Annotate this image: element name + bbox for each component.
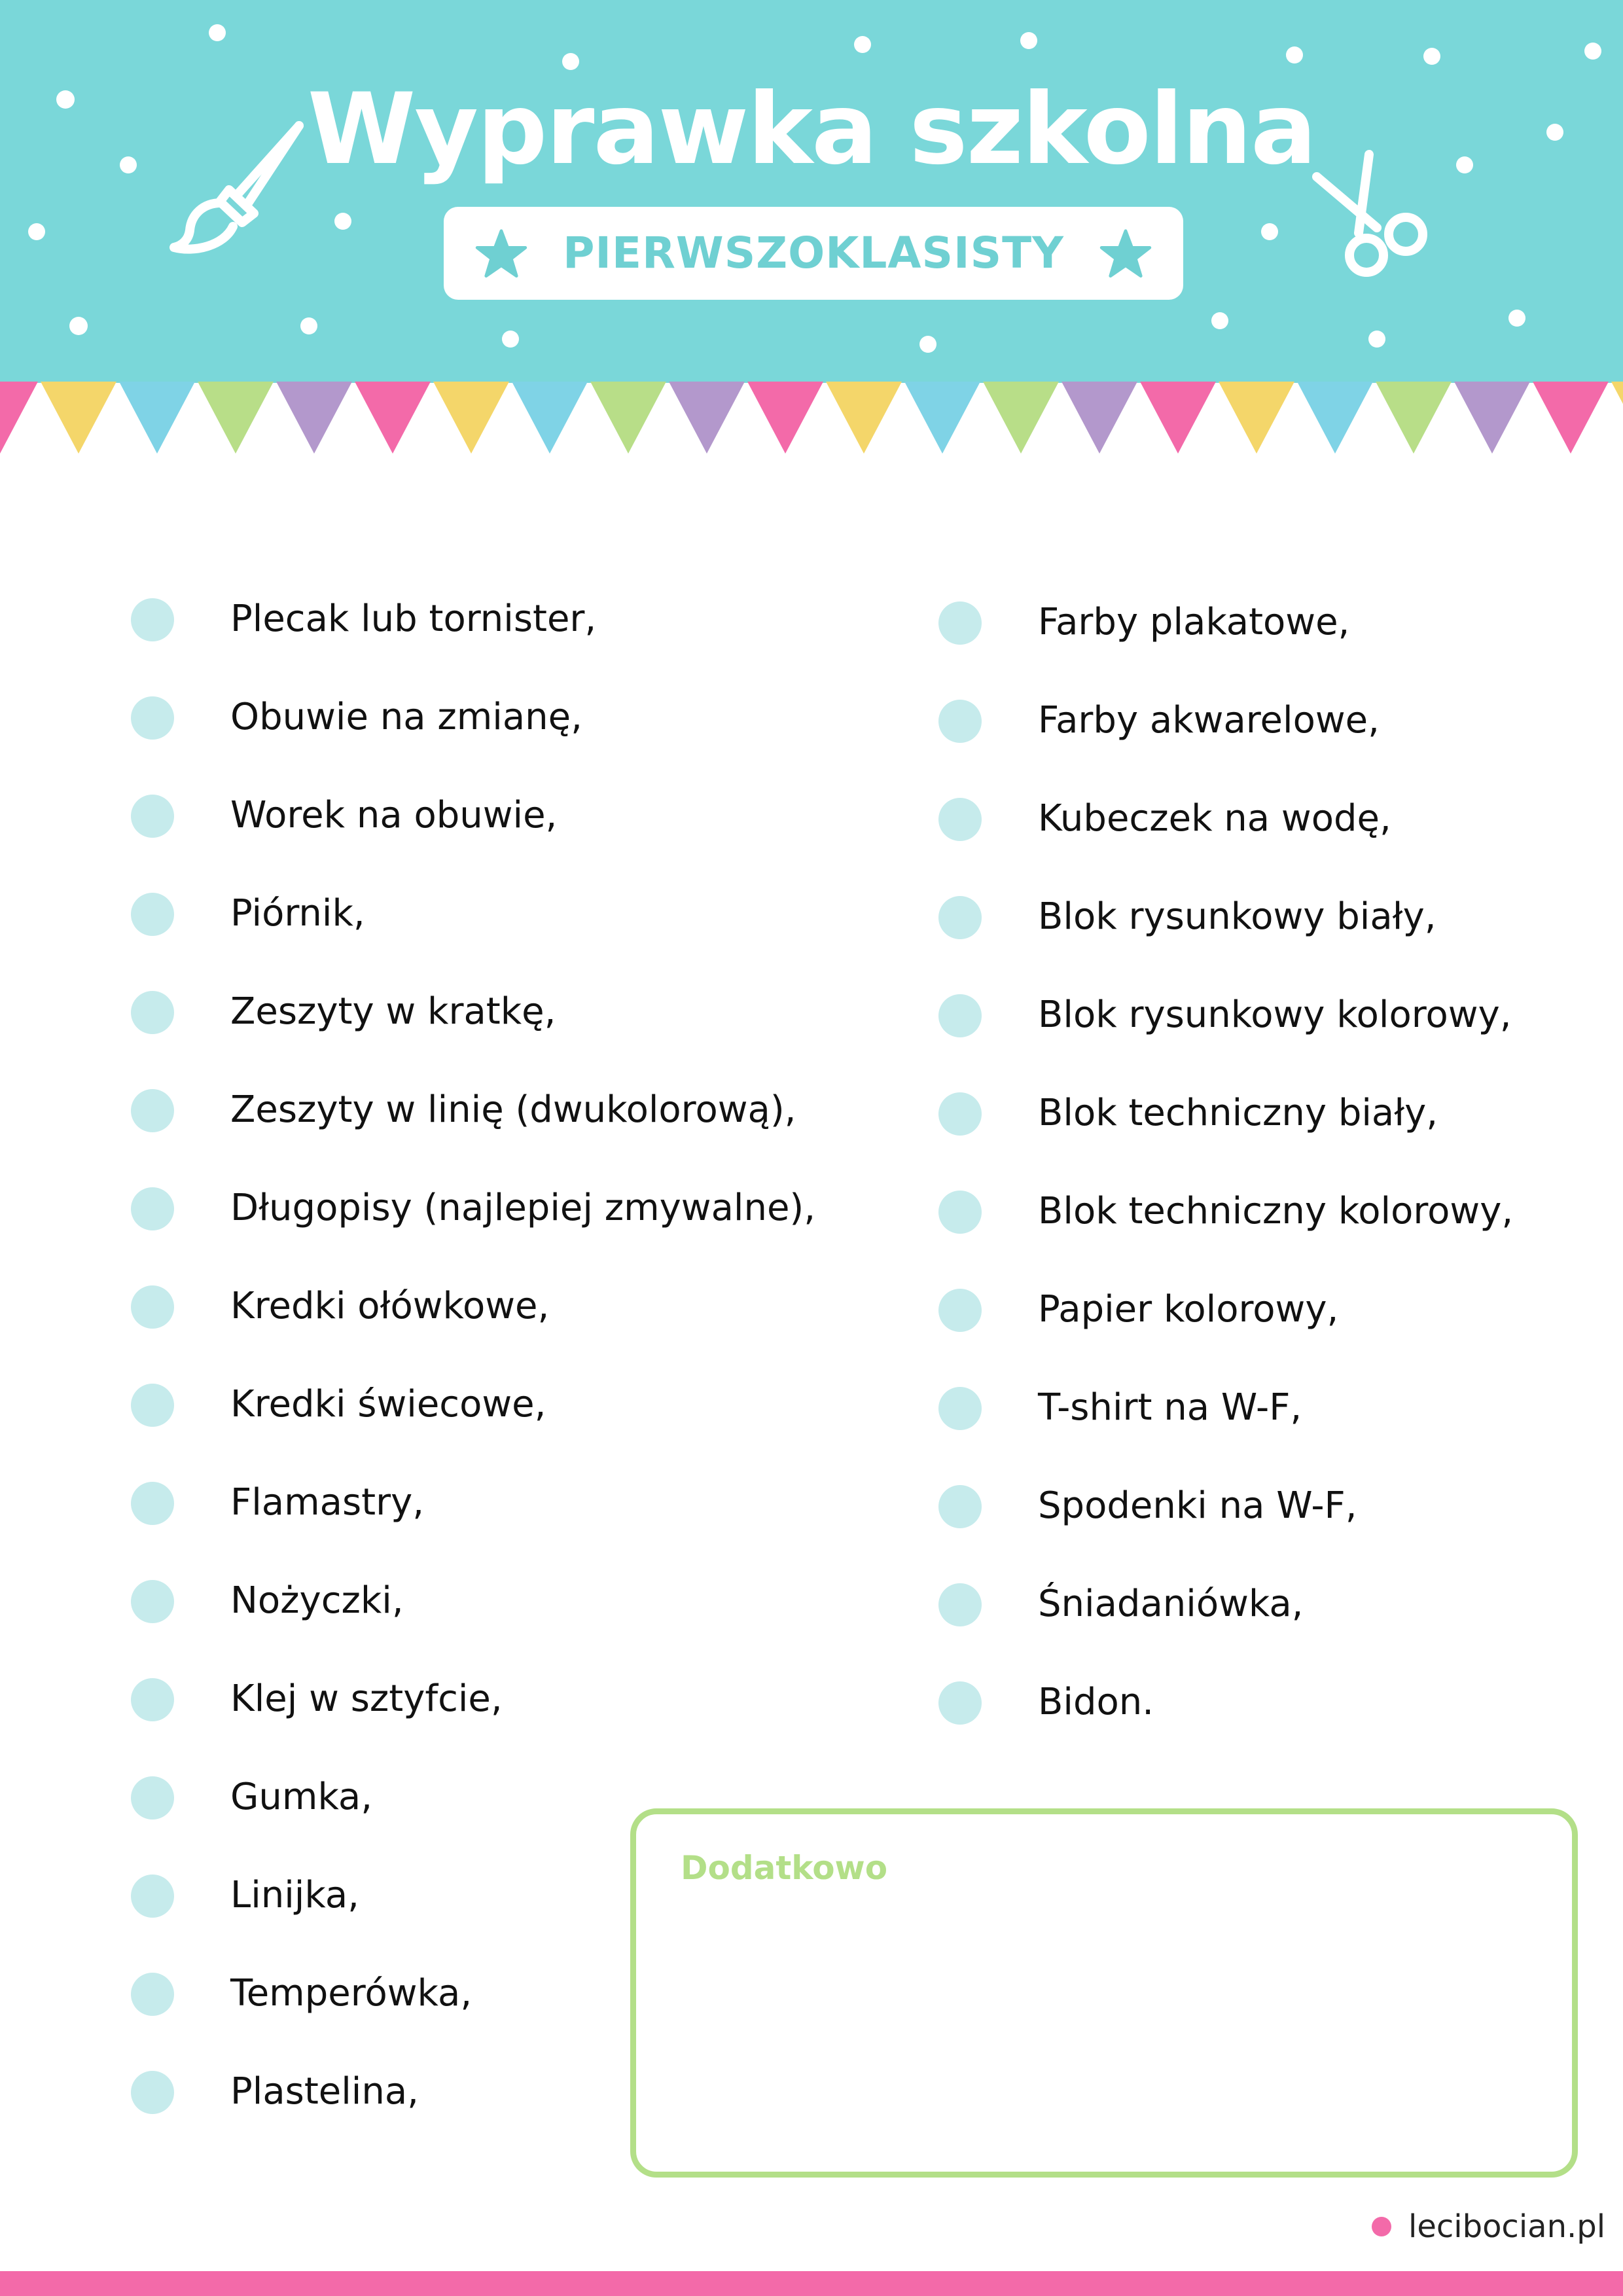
item-label: Zeszyty w linię (dwukolorową), [230, 1088, 796, 1131]
bunting-flag [1533, 382, 1609, 454]
item-label: Worek na obuwie, [230, 794, 558, 836]
footer-credit [1372, 2200, 1605, 2253]
checkbox-circle[interactable] [131, 1776, 174, 1820]
bunting-flag [1297, 382, 1373, 454]
subtitle-text: PIERWSZOKLASISTY [563, 228, 1064, 278]
bunting-flag [1376, 382, 1452, 454]
bunting-flag [983, 382, 1059, 454]
bunting-flag [433, 382, 509, 454]
item-label: Plecak lub tornister, [230, 598, 597, 640]
item-label: Zeszyty w kratkę, [230, 990, 556, 1033]
checkbox-circle[interactable] [131, 991, 174, 1034]
checkbox-circle[interactable] [131, 893, 174, 936]
checkbox-circle[interactable] [938, 798, 982, 841]
checkbox-circle[interactable] [131, 1089, 174, 1132]
bunting-flag [1061, 382, 1137, 454]
bunting-flag [1454, 382, 1530, 454]
item-label: Spodenki na W-F, [1038, 1484, 1357, 1527]
bunting-flag [826, 382, 902, 454]
bunting-flag [41, 382, 116, 454]
item-label: Farby plakatowe, [1038, 601, 1350, 643]
item-label: Kubeczek na wodę, [1038, 797, 1391, 840]
checkbox-circle[interactable] [938, 1289, 982, 1332]
bunting-flag [904, 382, 980, 454]
footer-dot-icon [1372, 2217, 1391, 2236]
checkbox-circle[interactable] [131, 2071, 174, 2114]
bottom-bar [0, 2271, 1623, 2296]
bunting-flag [669, 382, 745, 454]
checkbox-circle[interactable] [131, 1187, 174, 1230]
item-label: Piórnik, [230, 892, 365, 935]
checkbox-circle[interactable] [938, 994, 982, 1037]
extra-notes-box [630, 1808, 1578, 2178]
bunting-flag [1140, 382, 1216, 454]
item-label: Długopisy (najlepiej zmywalne), [230, 1187, 816, 1229]
checkbox-circle[interactable] [131, 1874, 174, 1918]
checkbox-circle[interactable] [131, 1384, 174, 1427]
checkbox-circle[interactable] [938, 896, 982, 939]
bunting-flag [1219, 382, 1294, 454]
bunting-flag [0, 382, 38, 454]
item-label: Plastelina, [230, 2070, 419, 2113]
item-label: Obuwie na zmianę, [230, 696, 582, 738]
page-title: Wyprawka szkolna [307, 73, 1316, 187]
bunting-garland [0, 382, 1623, 455]
checkbox-circle[interactable] [131, 1580, 174, 1623]
checkbox-circle[interactable] [938, 1485, 982, 1528]
item-label: Bidon. [1038, 1681, 1154, 1723]
subtitle-badge [444, 207, 1183, 300]
item-label: Klej w sztyfcie, [230, 1677, 503, 1720]
item-label: Gumka, [230, 1776, 372, 1818]
bunting-flag [512, 382, 588, 454]
item-label: Temperówka, [230, 1972, 473, 2015]
header-banner [0, 0, 1623, 383]
item-label: Blok rysunkowy kolorowy, [1038, 994, 1512, 1036]
bunting-flag [590, 382, 666, 454]
bunting-flag [198, 382, 274, 454]
bunting-flag [276, 382, 352, 454]
checkbox-circle[interactable] [938, 1387, 982, 1430]
checkbox-circle[interactable] [131, 1973, 174, 2016]
item-label: Papier kolorowy, [1038, 1288, 1339, 1331]
checkbox-circle[interactable] [938, 601, 982, 645]
item-label: Blok techniczny kolorowy, [1038, 1190, 1514, 1232]
checkbox-circle[interactable] [131, 1285, 174, 1329]
checkbox-circle[interactable] [938, 1583, 982, 1626]
item-label: Farby akwarelowe, [1038, 699, 1380, 742]
checkbox-circle[interactable] [938, 1191, 982, 1234]
checkbox-circle[interactable] [131, 1678, 174, 1721]
extra-notes-title: Dodatkowo [681, 1849, 888, 1887]
item-label: Nożyczki, [230, 1579, 404, 1622]
checkbox-circle[interactable] [938, 1092, 982, 1136]
checkbox-circle[interactable] [131, 795, 174, 838]
footer-site: lecibocian.pl [1408, 2208, 1606, 2245]
checkbox-circle[interactable] [131, 598, 174, 641]
item-label: Linijka, [230, 1874, 359, 1916]
checkbox-circle[interactable] [131, 696, 174, 740]
bunting-flag [747, 382, 823, 454]
item-label: T-shirt na W-F, [1038, 1386, 1302, 1429]
star-icon [1099, 228, 1152, 280]
checkbox-circle[interactable] [131, 1482, 174, 1525]
item-label: Kredki ołówkowe, [230, 1285, 550, 1327]
checkbox-circle[interactable] [938, 700, 982, 743]
item-label: Kredki świecowe, [230, 1383, 546, 1426]
item-label: Śniadaniówka, [1038, 1583, 1304, 1625]
bunting-flag [119, 382, 195, 454]
item-label: Blok rysunkowy biały, [1038, 895, 1436, 938]
checkbox-circle[interactable] [938, 1681, 982, 1725]
bunting-flag [355, 382, 431, 454]
bunting-flag [1611, 382, 1623, 454]
item-label: Blok techniczny biały, [1038, 1092, 1438, 1134]
item-label: Flamastry, [230, 1481, 425, 1524]
